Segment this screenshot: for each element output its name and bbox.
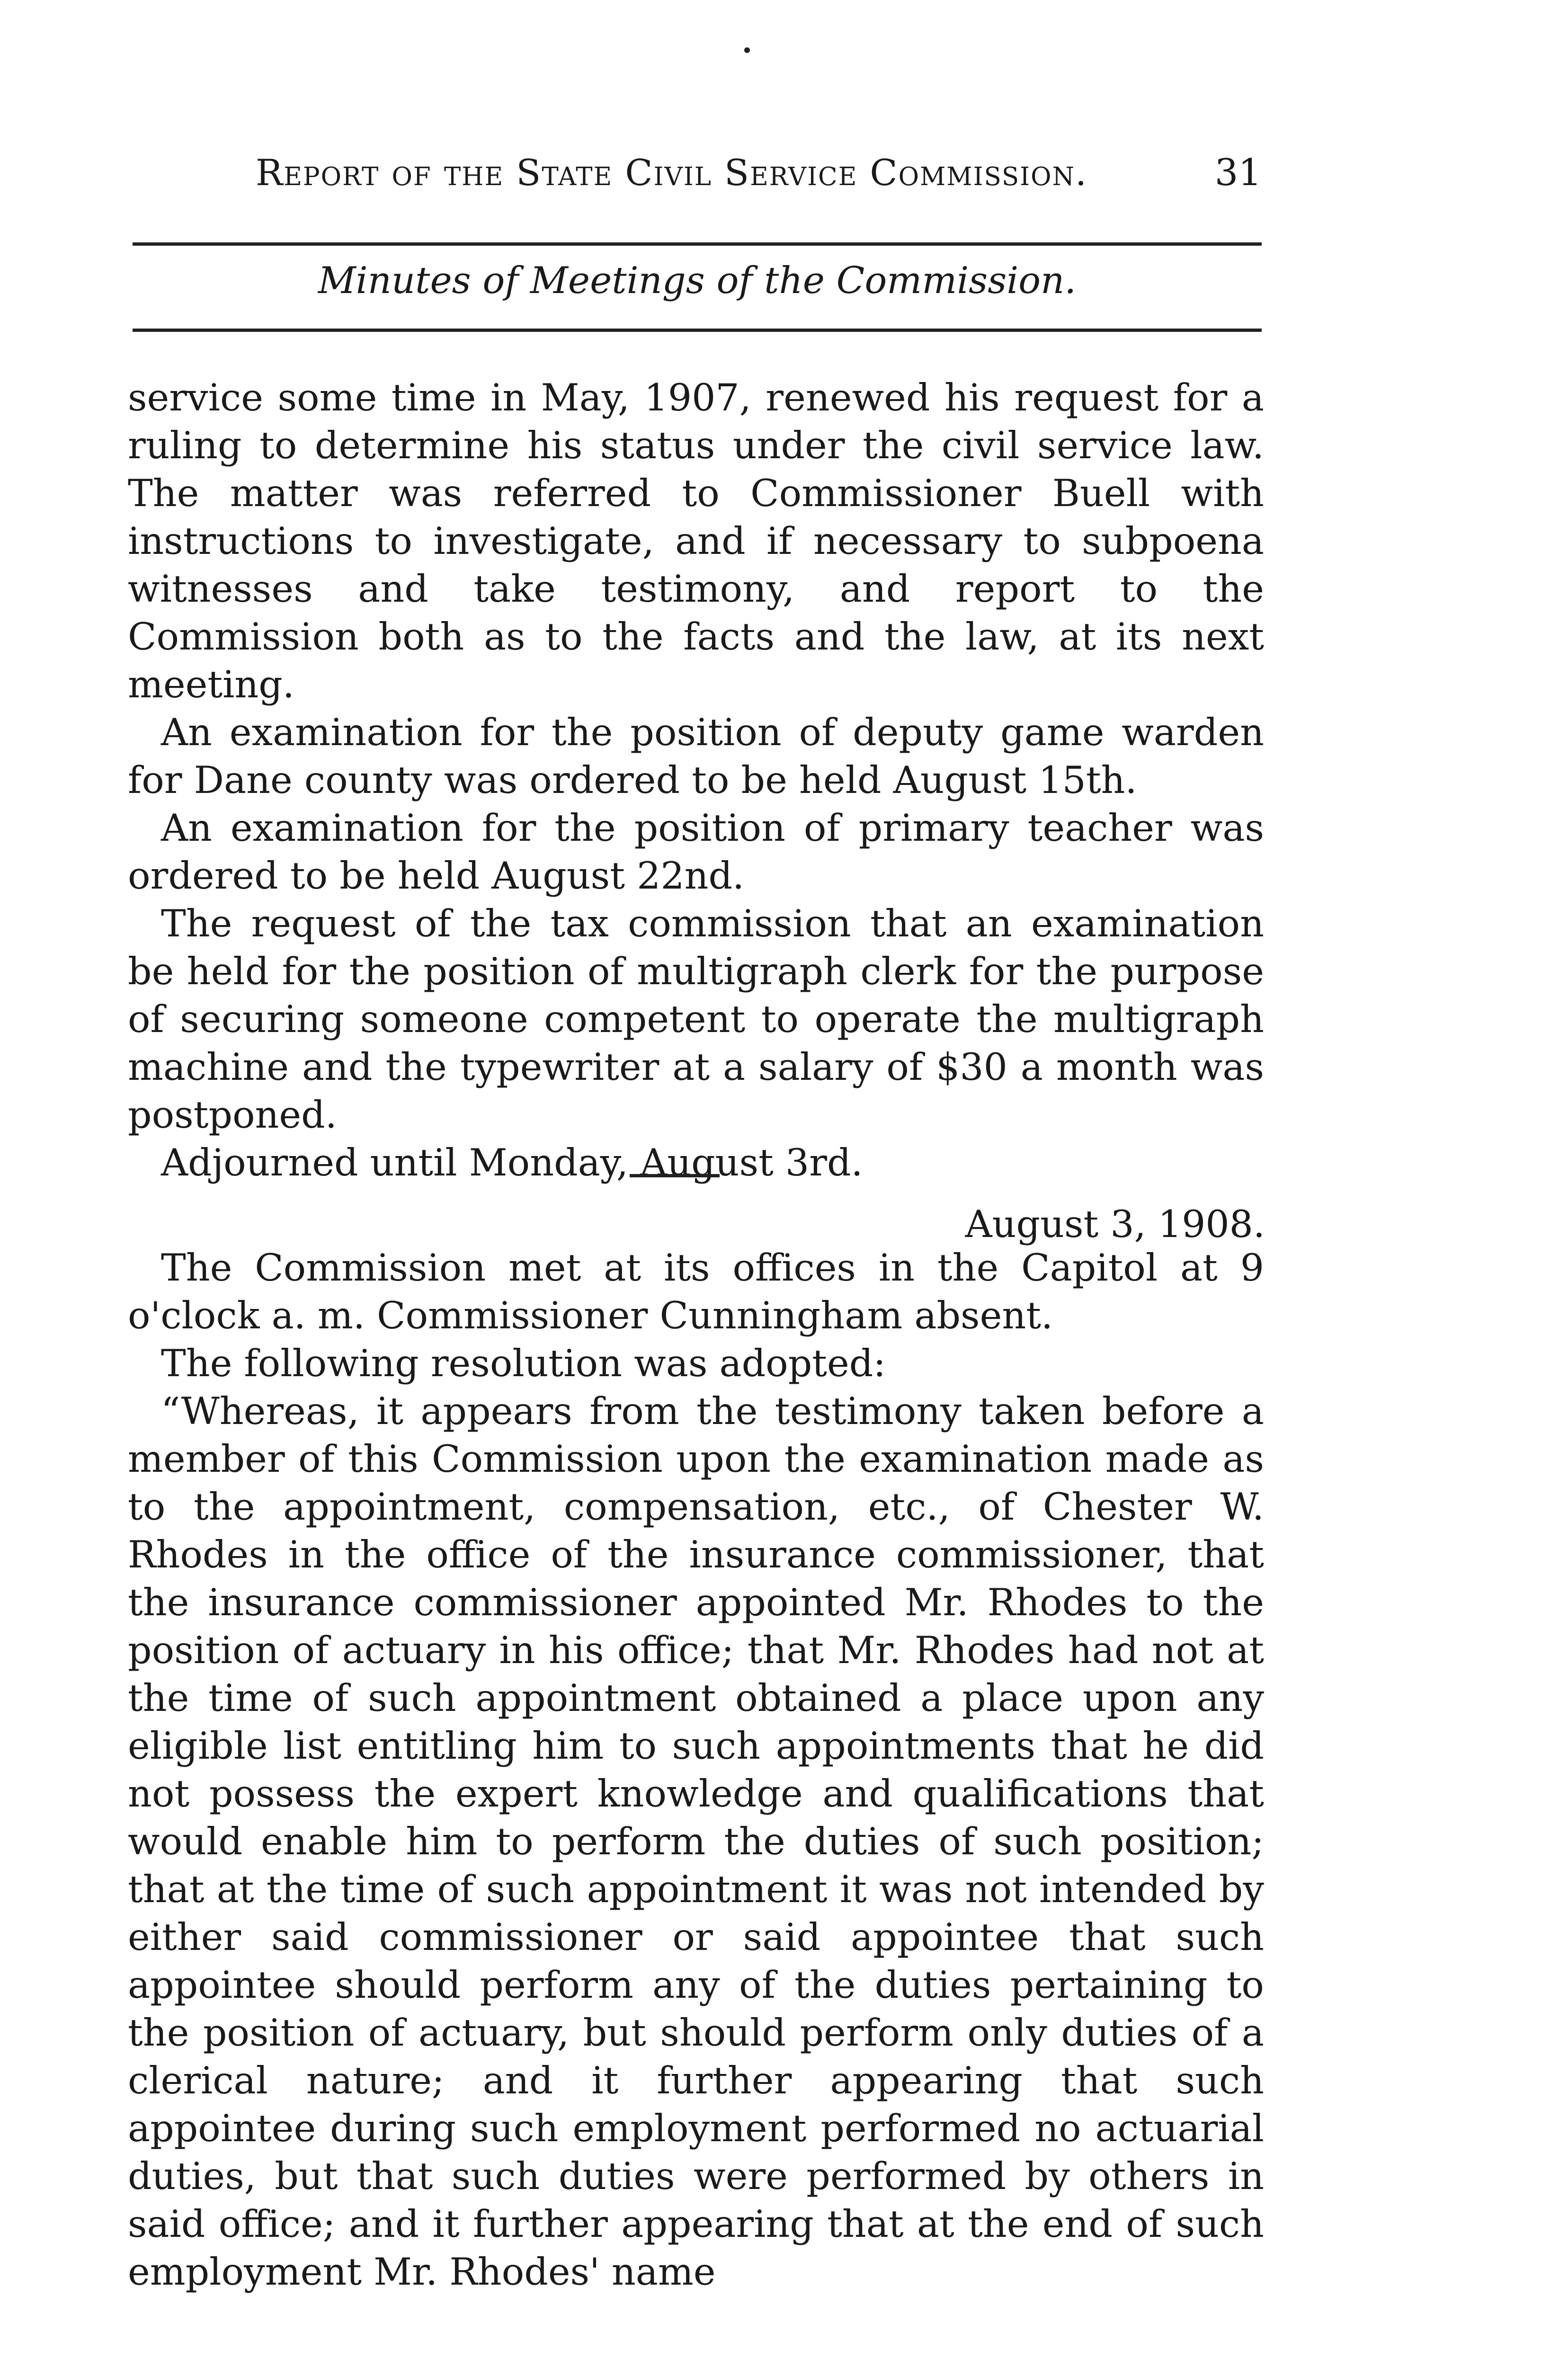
- paragraph: An examination for the position of primary teacher was ordered to be held August 22nd.: [128, 806, 1264, 898]
- paragraph: service some time in May, 1907, renewed his request for a ruling to determine his status under the civil service law. The matter was referred to Commissioner Buell with instructions to investigate, and if necessary to subpoena witnesses and take testimony, and report to the Commission both as to the facts and the law, at its next meeting.: [128, 376, 1264, 706]
- running-header: [133, 142, 1269, 199]
- page-number: 31: [1214, 151, 1262, 194]
- paragraph: The following resolution was adopted:: [161, 1342, 886, 1385]
- running-title: Report of the State Civil Service Commission.: [256, 151, 1088, 194]
- minutes-block-first: [128, 374, 1264, 1187]
- paragraph: An examination for the position of deputy game warden for Dane county was ordered to be held August 15th.: [128, 711, 1264, 802]
- paragraph: Adjourned until Monday, August 3rd.: [161, 1141, 863, 1184]
- paragraph: The request of the tax commission that an examination be held for the position of multigraph clerk for the purpose of securing someone competent to operate the multigraph machine and the typewriter at a salary of $30 a month was postponed.: [128, 902, 1264, 1137]
- paragraph: “Whereas, it appears from the testimony taken before a member of this Commission upon the examination made as to the appointment, compensation, etc., of Chester W. Rhodes in the office of the insurance commissioner, that the insurance commissioner appointed Mr. Rhodes to the position of actuary in his office; that Mr. Rhodes had not at the time of such appointment obtained a place upon any eligible list entitling him to such appointments that he did not possess the expert knowledge and qualifications that would enable him to perform the duties of such position; that at the time of such appointment it was not intended by either said commissioner or said appointee that such appointee should perform any of the duties pertaining to the position of actuary, but should perform only duties of a clerical nature; and it further appearing that such appointee during such employment performed no actuarial duties, but that such duties were performed by others in said office; and it further appearing that at the end of such employment Mr. Rhodes' name: [128, 1389, 1264, 2294]
- section-heading: Minutes of Meetings of the Commission.: [318, 259, 1077, 302]
- print-speck: [744, 47, 750, 53]
- header-rule-top: [133, 242, 1262, 246]
- header-rule-bottom: [133, 329, 1262, 332]
- minutes-block-second: [128, 1244, 1264, 2296]
- meeting-date: August 3, 1908.: [965, 1202, 1265, 1246]
- paragraph: The Commission met at its offices in the Capitol at 9 o'clock a. m. Commissioner Cunningham absent.: [128, 1246, 1264, 1337]
- meeting-divider: [630, 1174, 720, 1177]
